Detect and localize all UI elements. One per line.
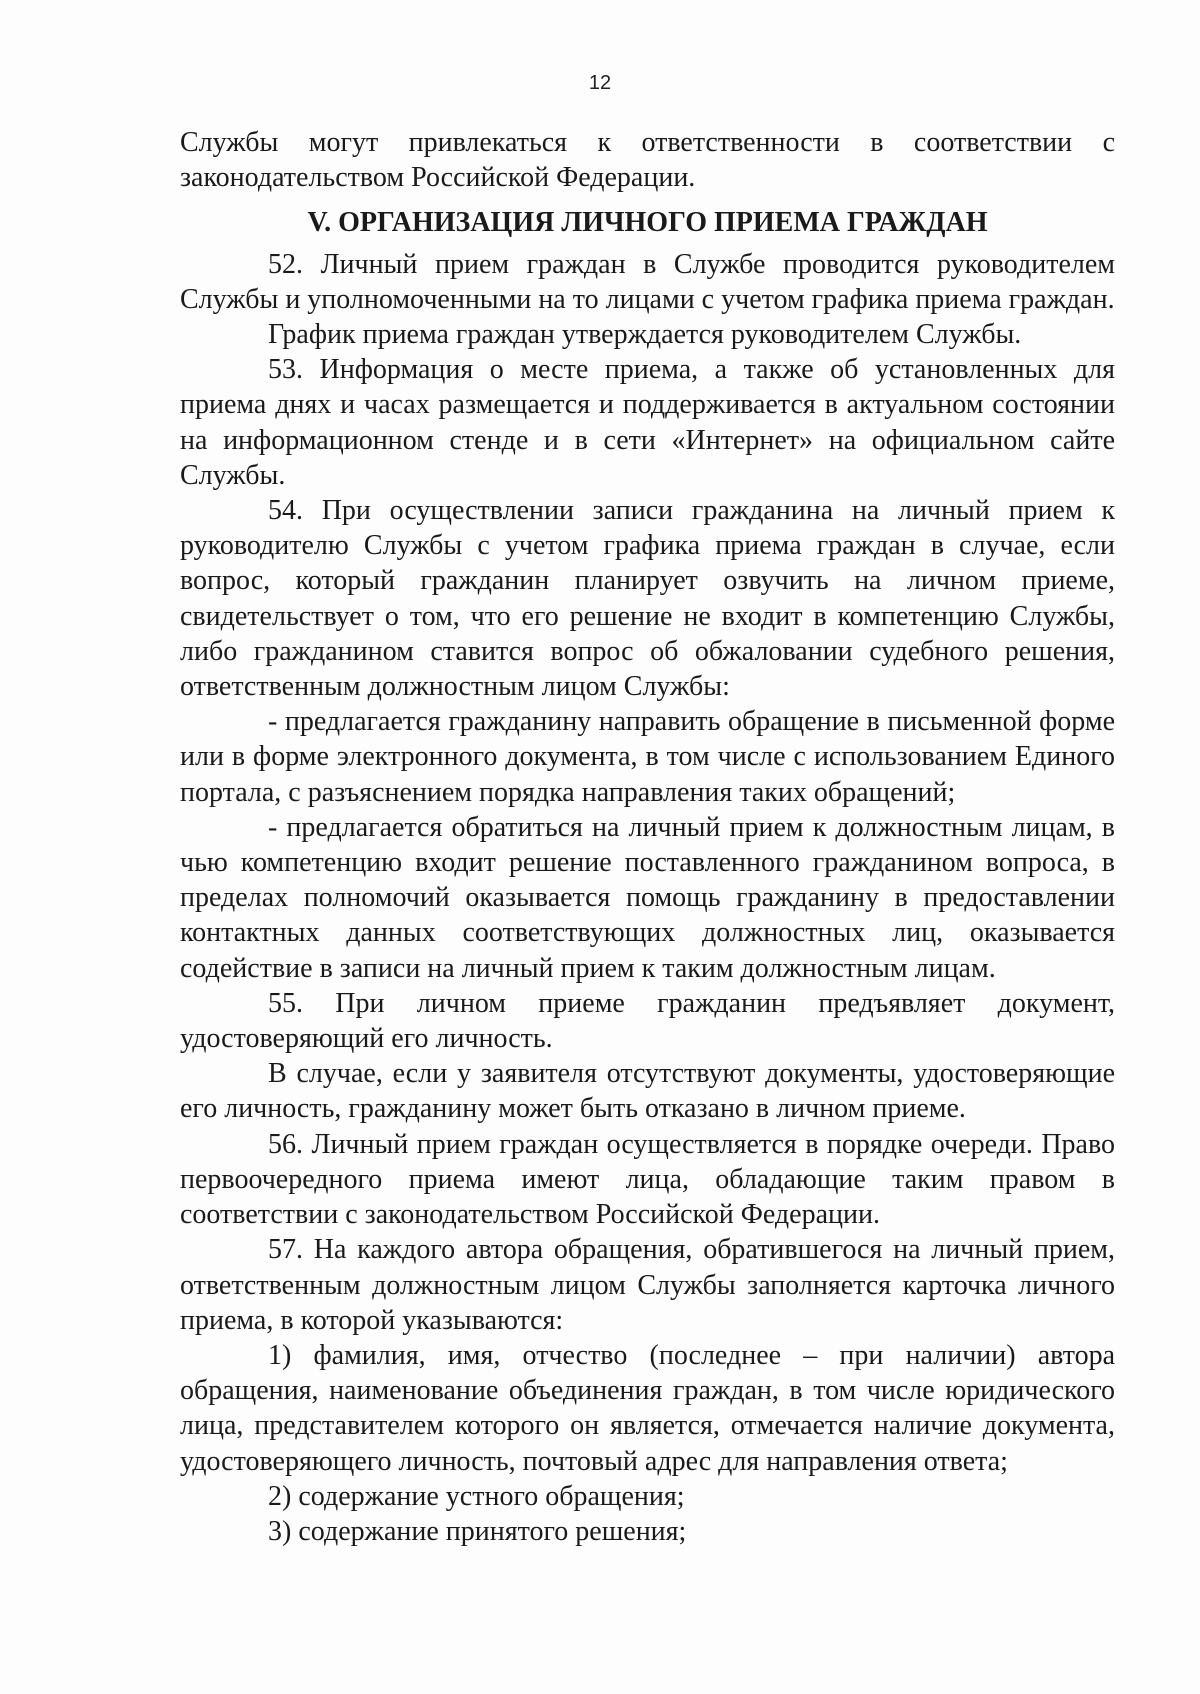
paragraph-52: 52. Личный прием граждан в Службе проводится руководителем Службы и уполномоченными на то лицами с учетом графика приема граждан. — [180, 248, 1115, 315]
paragraph-54-item-a: - предлагается гражданину направить обращение в письменной форме или в форме электронного документа, в том числе с использованием Единого портала, с разъяснением порядка направления таких обращений; — [180, 706, 1115, 808]
paragraph-53: 53. Информация о месте приема, а также об установленных для приема днях и часах размещается и поддерживается в актуальном состоянии на информационном стенде и в сети «Интернет» на официальном сайте Службы. — [180, 354, 1115, 491]
paragraph-57-item-2: 2) содержание устного обращения; — [268, 1480, 685, 1512]
section-heading: V. ОРГАНИЗАЦИЯ ЛИЧНОГО ПРИЕМА ГРАЖДАН — [307, 207, 988, 239]
paragraph-continuation: Службы могут привлекаться к ответственности в соответствии с законодательством Российской Федерации. — [180, 127, 1115, 194]
paragraph-57-item-1: 1) фамилия, имя, отчество (последнее – при наличии) автора обращения, наименование объединения граждан, в том числе юридического лица, представителем которого он является, отмечается наличие документа, удостоверяющего личность, почтовый адрес для направления ответа; — [180, 1339, 1115, 1477]
paragraph-56: 56. Личный прием граждан осуществляется в порядке очереди. Право первоочередного приема имеют лица, обладающие таким правом в соответствии с законодательством Российской Федерации. — [180, 1128, 1115, 1231]
paragraph-52-schedule: График приема граждан утверждается руководителем Службы. — [268, 319, 1022, 351]
paragraph-57: 57. На каждого автора обращения, обратившегося на личный прием, ответственным должностным лицом Службы заполняется карточка личного приема, в которой указываются: — [180, 1234, 1115, 1336]
paragraph-57-item-3: 3) содержание принятого решения; — [268, 1515, 687, 1547]
paragraph-55-case: В случае, если у заявителя отсутствуют документы, удостоверяющие его личность, гражданину может быть отказано в личном приеме. — [180, 1058, 1115, 1125]
paragraph-54-item-b: - предлагается обратиться на личный прием к должностным лицам, в чью компетенцию входит решение поставленного гражданином вопроса, в пределах полномочий оказывается помощь гражданину в предоставлении контактных данных соответствующих должностных лиц, оказывается содействие в записи на личный прием к таким должностным лицам. — [180, 811, 1115, 984]
page-number: 12 — [588, 72, 612, 94]
paragraph-55: 55. При личном приеме гражданин предъявляет документ, удостоверяющий его личность. — [180, 987, 1115, 1055]
paragraph-54: 54. При осуществлении записи гражданина на личный прием к руководителю Службы с учетом графика приема граждан в случае, если вопрос, который гражданин планирует озвучить на личном приеме, свидетельствует о том, что его решение не входит в компетенцию Службы, либо гражданином ставится вопрос об обжаловании судебного решения, ответственным должностным лицом Службы: — [180, 495, 1115, 703]
document-body — [180, 125, 1115, 1549]
